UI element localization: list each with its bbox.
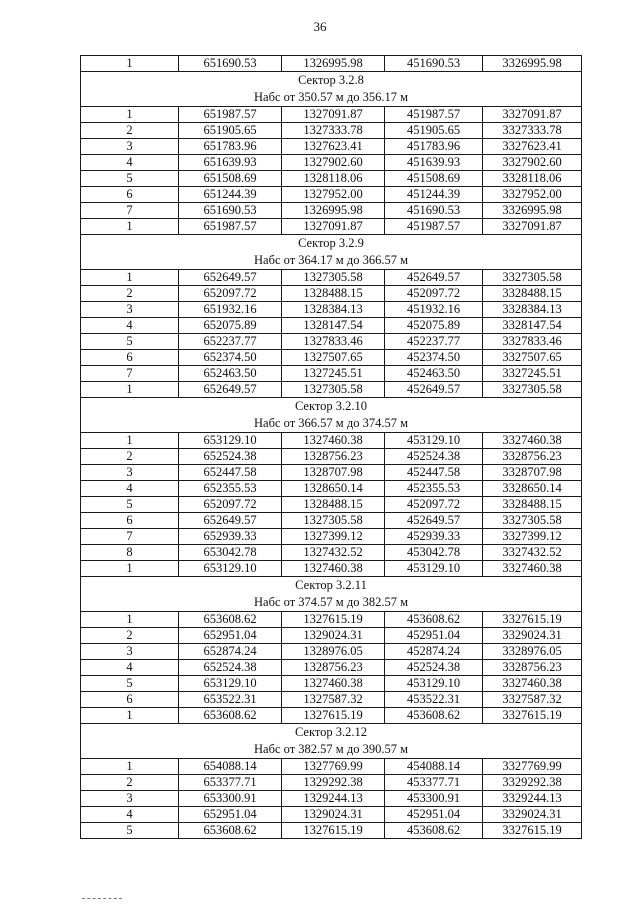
table-row [81, 628, 582, 644]
point-number-cell: 3 [81, 791, 179, 807]
point-number-cell: 4 [81, 807, 179, 823]
y-coordinate-cell: 1328650.14 [282, 481, 385, 497]
y-coordinate-cell: 1327615.19 [282, 612, 385, 628]
y-coordinate-cell: 1328488.15 [282, 286, 385, 302]
x-coordinate-cell: 651987.57 [179, 219, 282, 235]
point-number-cell: 2 [81, 123, 179, 139]
x-local-coordinate-cell: 452524.38 [385, 660, 483, 676]
x-local-coordinate-cell: 453129.10 [385, 561, 483, 577]
table-row [81, 270, 582, 286]
table-row [81, 791, 582, 807]
y-coordinate-cell: 1327245.51 [282, 366, 385, 382]
table-row [81, 692, 582, 708]
y-coordinate-cell: 1328384.13 [282, 302, 385, 318]
point-number-cell: 1 [81, 759, 179, 775]
x-local-coordinate-cell: 453608.62 [385, 823, 483, 839]
x-local-coordinate-cell: 451690.53 [385, 203, 483, 219]
y-local-coordinate-cell: 3327091.87 [483, 107, 582, 123]
sector-title-row [81, 72, 582, 90]
x-local-coordinate-cell: 452355.53 [385, 481, 483, 497]
x-local-coordinate-cell: 452649.57 [385, 513, 483, 529]
table-row [81, 139, 582, 155]
y-local-coordinate-cell: 3327305.58 [483, 382, 582, 398]
y-coordinate-cell: 1327615.19 [282, 708, 385, 724]
x-local-coordinate-cell: 452874.24 [385, 644, 483, 660]
sector-title: Сектор 3.2.11 [81, 577, 582, 595]
table-row [81, 219, 582, 235]
point-number-cell: 3 [81, 644, 179, 660]
y-coordinate-cell: 1328707.98 [282, 465, 385, 481]
point-number-cell: 7 [81, 203, 179, 219]
sector-title: Сектор 3.2.9 [81, 235, 582, 253]
y-coordinate-cell: 1327305.58 [282, 513, 385, 529]
x-local-coordinate-cell: 451987.57 [385, 107, 483, 123]
y-local-coordinate-cell: 3328488.15 [483, 497, 582, 513]
x-local-coordinate-cell: 452649.57 [385, 270, 483, 286]
x-coordinate-cell: 653377.71 [179, 775, 282, 791]
y-coordinate-cell: 1328756.23 [282, 449, 385, 465]
table-row [81, 350, 582, 366]
x-coordinate-cell: 652951.04 [179, 807, 282, 823]
point-number-cell: 2 [81, 628, 179, 644]
point-number-cell: 3 [81, 139, 179, 155]
y-coordinate-cell: 1328118.06 [282, 171, 385, 187]
x-local-coordinate-cell: 451987.57 [385, 219, 483, 235]
x-coordinate-cell: 652097.72 [179, 497, 282, 513]
x-local-coordinate-cell: 452237.77 [385, 334, 483, 350]
y-local-coordinate-cell: 3327333.78 [483, 123, 582, 139]
y-local-coordinate-cell: 3327245.51 [483, 366, 582, 382]
x-coordinate-cell: 653129.10 [179, 561, 282, 577]
y-coordinate-cell: 1327460.38 [282, 433, 385, 449]
point-number-cell: 1 [81, 708, 179, 724]
x-coordinate-cell: 653042.78 [179, 545, 282, 561]
x-coordinate-cell: 653129.10 [179, 433, 282, 449]
x-coordinate-cell: 651987.57 [179, 107, 282, 123]
y-local-coordinate-cell: 3327833.46 [483, 334, 582, 350]
y-local-coordinate-cell: 3327399.12 [483, 529, 582, 545]
table-row [81, 676, 582, 692]
x-local-coordinate-cell: 451932.16 [385, 302, 483, 318]
table-row [81, 171, 582, 187]
x-coordinate-cell: 652097.72 [179, 286, 282, 302]
y-local-coordinate-cell: 3327460.38 [483, 433, 582, 449]
point-number-cell: 3 [81, 302, 179, 318]
x-coordinate-cell: 652447.58 [179, 465, 282, 481]
x-local-coordinate-cell: 452951.04 [385, 628, 483, 644]
point-number-cell: 5 [81, 823, 179, 839]
y-coordinate-cell: 1327769.99 [282, 759, 385, 775]
point-number-cell: 6 [81, 350, 179, 366]
y-local-coordinate-cell: 3327460.38 [483, 676, 582, 692]
x-local-coordinate-cell: 453300.91 [385, 791, 483, 807]
point-number-cell: 4 [81, 660, 179, 676]
y-local-coordinate-cell: 3328756.23 [483, 449, 582, 465]
x-local-coordinate-cell: 452951.04 [385, 807, 483, 823]
sector-height-range: Набс от 382.57 м до 390.57 м [81, 741, 582, 759]
table-row [81, 807, 582, 823]
y-coordinate-cell: 1327587.32 [282, 692, 385, 708]
x-coordinate-cell: 652649.57 [179, 270, 282, 286]
x-coordinate-cell: 651932.16 [179, 302, 282, 318]
point-number-cell: 7 [81, 366, 179, 382]
x-local-coordinate-cell: 453129.10 [385, 676, 483, 692]
table-row [81, 775, 582, 791]
point-number-cell: 4 [81, 155, 179, 171]
y-coordinate-cell: 1329292.38 [282, 775, 385, 791]
sector-range-row [81, 741, 582, 759]
sector-title-row [81, 235, 582, 253]
y-coordinate-cell: 1327615.19 [282, 823, 385, 839]
x-local-coordinate-cell: 452097.72 [385, 497, 483, 513]
y-local-coordinate-cell: 3329292.38 [483, 775, 582, 791]
point-number-cell: 4 [81, 318, 179, 334]
y-coordinate-cell: 1326995.98 [282, 56, 385, 72]
x-coordinate-cell: 653300.91 [179, 791, 282, 807]
y-coordinate-cell: 1327460.38 [282, 561, 385, 577]
x-local-coordinate-cell: 451508.69 [385, 171, 483, 187]
x-local-coordinate-cell: 453608.62 [385, 708, 483, 724]
y-local-coordinate-cell: 3329244.13 [483, 791, 582, 807]
x-local-coordinate-cell: 452374.50 [385, 350, 483, 366]
x-local-coordinate-cell: 452075.89 [385, 318, 483, 334]
table-row [81, 561, 582, 577]
x-coordinate-cell: 652951.04 [179, 628, 282, 644]
table-row [81, 155, 582, 171]
y-local-coordinate-cell: 3328756.23 [483, 660, 582, 676]
x-coordinate-cell: 651508.69 [179, 171, 282, 187]
table-row [81, 56, 582, 72]
y-coordinate-cell: 1327460.38 [282, 676, 385, 692]
y-coordinate-cell: 1328488.15 [282, 497, 385, 513]
y-coordinate-cell: 1327623.41 [282, 139, 385, 155]
point-number-cell: 1 [81, 107, 179, 123]
x-coordinate-cell: 653608.62 [179, 708, 282, 724]
table-row [81, 107, 582, 123]
point-number-cell: 6 [81, 187, 179, 203]
x-local-coordinate-cell: 453042.78 [385, 545, 483, 561]
x-local-coordinate-cell: 454088.14 [385, 759, 483, 775]
x-coordinate-cell: 651783.96 [179, 139, 282, 155]
y-coordinate-cell: 1329024.31 [282, 628, 385, 644]
table-row [81, 708, 582, 724]
y-local-coordinate-cell: 3327615.19 [483, 612, 582, 628]
point-number-cell: 1 [81, 612, 179, 628]
table-row [81, 187, 582, 203]
y-local-coordinate-cell: 3327587.32 [483, 692, 582, 708]
x-coordinate-cell: 652874.24 [179, 644, 282, 660]
y-local-coordinate-cell: 3327305.58 [483, 513, 582, 529]
y-coordinate-cell: 1327952.00 [282, 187, 385, 203]
table-row [81, 334, 582, 350]
y-local-coordinate-cell: 3327769.99 [483, 759, 582, 775]
table-row [81, 612, 582, 628]
x-local-coordinate-cell: 452447.58 [385, 465, 483, 481]
x-local-coordinate-cell: 451905.65 [385, 123, 483, 139]
x-coordinate-cell: 652649.57 [179, 513, 282, 529]
y-coordinate-cell: 1328147.54 [282, 318, 385, 334]
point-number-cell: 5 [81, 171, 179, 187]
point-number-cell: 5 [81, 676, 179, 692]
table-row [81, 465, 582, 481]
coordinates-table-body [81, 56, 582, 839]
sector-title: Сектор 3.2.10 [81, 398, 582, 416]
point-number-cell: 1 [81, 56, 179, 72]
table-row [81, 302, 582, 318]
table-row [81, 318, 582, 334]
x-local-coordinate-cell: 453129.10 [385, 433, 483, 449]
x-coordinate-cell: 653522.31 [179, 692, 282, 708]
point-number-cell: 4 [81, 481, 179, 497]
table-row [81, 529, 582, 545]
x-local-coordinate-cell: 453608.62 [385, 612, 483, 628]
point-number-cell: 5 [81, 497, 179, 513]
x-coordinate-cell: 651639.93 [179, 155, 282, 171]
sector-height-range: Набс от 374.57 м до 382.57 м [81, 594, 582, 612]
sector-range-row [81, 415, 582, 433]
sector-range-row [81, 89, 582, 107]
page-number: 36 [313, 19, 327, 34]
y-local-coordinate-cell: 3328488.15 [483, 286, 582, 302]
x-local-coordinate-cell: 451783.96 [385, 139, 483, 155]
y-local-coordinate-cell: 3326995.98 [483, 203, 582, 219]
sector-title-row [81, 398, 582, 416]
x-coordinate-cell: 652374.50 [179, 350, 282, 366]
table-row [81, 286, 582, 302]
x-coordinate-cell: 651690.53 [179, 203, 282, 219]
y-local-coordinate-cell: 3328976.05 [483, 644, 582, 660]
y-coordinate-cell: 1327399.12 [282, 529, 385, 545]
x-coordinate-cell: 652463.50 [179, 366, 282, 382]
y-coordinate-cell: 1327902.60 [282, 155, 385, 171]
y-local-coordinate-cell: 3328147.54 [483, 318, 582, 334]
table-row [81, 433, 582, 449]
sector-height-range: Набс от 366.57 м до 374.57 м [81, 415, 582, 433]
y-coordinate-cell: 1328976.05 [282, 644, 385, 660]
y-local-coordinate-cell: 3328384.13 [483, 302, 582, 318]
x-coordinate-cell: 652649.57 [179, 382, 282, 398]
x-coordinate-cell: 654088.14 [179, 759, 282, 775]
y-local-coordinate-cell: 3327615.19 [483, 823, 582, 839]
page-footer-rule [82, 898, 122, 899]
table-row [81, 123, 582, 139]
x-local-coordinate-cell: 453377.71 [385, 775, 483, 791]
table-row [81, 644, 582, 660]
sector-range-row [81, 594, 582, 612]
y-coordinate-cell: 1327091.87 [282, 107, 385, 123]
y-local-coordinate-cell: 3327507.65 [483, 350, 582, 366]
point-number-cell: 6 [81, 692, 179, 708]
y-coordinate-cell: 1327305.58 [282, 382, 385, 398]
point-number-cell: 2 [81, 286, 179, 302]
x-coordinate-cell: 651690.53 [179, 56, 282, 72]
x-coordinate-cell: 653608.62 [179, 612, 282, 628]
y-local-coordinate-cell: 3327615.19 [483, 708, 582, 724]
x-coordinate-cell: 652524.38 [179, 449, 282, 465]
y-local-coordinate-cell: 3327952.00 [483, 187, 582, 203]
x-coordinate-cell: 652939.33 [179, 529, 282, 545]
x-coordinate-cell: 652355.53 [179, 481, 282, 497]
point-number-cell: 1 [81, 433, 179, 449]
point-number-cell: 1 [81, 270, 179, 286]
y-coordinate-cell: 1329244.13 [282, 791, 385, 807]
table-row [81, 660, 582, 676]
x-coordinate-cell: 652237.77 [179, 334, 282, 350]
y-local-coordinate-cell: 3326995.98 [483, 56, 582, 72]
table-row [81, 481, 582, 497]
x-local-coordinate-cell: 452939.33 [385, 529, 483, 545]
y-coordinate-cell: 1327432.52 [282, 545, 385, 561]
y-local-coordinate-cell: 3328650.14 [483, 481, 582, 497]
point-number-cell: 1 [81, 561, 179, 577]
y-coordinate-cell: 1329024.31 [282, 807, 385, 823]
sector-title-row [81, 577, 582, 595]
table-row [81, 203, 582, 219]
y-local-coordinate-cell: 3327432.52 [483, 545, 582, 561]
coordinates-table [80, 55, 582, 839]
x-local-coordinate-cell: 452463.50 [385, 366, 483, 382]
y-local-coordinate-cell: 3329024.31 [483, 807, 582, 823]
y-coordinate-cell: 1327091.87 [282, 219, 385, 235]
point-number-cell: 6 [81, 513, 179, 529]
y-coordinate-cell: 1327833.46 [282, 334, 385, 350]
x-coordinate-cell: 653608.62 [179, 823, 282, 839]
point-number-cell: 2 [81, 775, 179, 791]
point-number-cell: 3 [81, 465, 179, 481]
y-local-coordinate-cell: 3327460.38 [483, 561, 582, 577]
sector-range-row [81, 252, 582, 270]
x-coordinate-cell: 652524.38 [179, 660, 282, 676]
y-coordinate-cell: 1327507.65 [282, 350, 385, 366]
x-local-coordinate-cell: 453522.31 [385, 692, 483, 708]
sector-height-range: Набс от 364.17 м до 366.57 м [81, 252, 582, 270]
table-row [81, 497, 582, 513]
point-number-cell: 5 [81, 334, 179, 350]
point-number-cell: 1 [81, 219, 179, 235]
y-local-coordinate-cell: 3328707.98 [483, 465, 582, 481]
y-coordinate-cell: 1328756.23 [282, 660, 385, 676]
x-coordinate-cell: 653129.10 [179, 676, 282, 692]
table-row [81, 545, 582, 561]
x-local-coordinate-cell: 452524.38 [385, 449, 483, 465]
sector-title: Сектор 3.2.12 [81, 724, 582, 742]
x-local-coordinate-cell: 452097.72 [385, 286, 483, 302]
point-number-cell: 2 [81, 449, 179, 465]
table-row [81, 382, 582, 398]
y-local-coordinate-cell: 3327305.58 [483, 270, 582, 286]
y-coordinate-cell: 1327305.58 [282, 270, 385, 286]
y-local-coordinate-cell: 3329024.31 [483, 628, 582, 644]
sector-height-range: Набс от 350.57 м до 356.17 м [81, 89, 582, 107]
x-coordinate-cell: 651905.65 [179, 123, 282, 139]
point-number-cell: 8 [81, 545, 179, 561]
table-row [81, 513, 582, 529]
table-row [81, 759, 582, 775]
sector-title-row [81, 724, 582, 742]
y-coordinate-cell: 1326995.98 [282, 203, 385, 219]
point-number-cell: 1 [81, 382, 179, 398]
sector-title: Сектор 3.2.8 [81, 72, 582, 90]
x-local-coordinate-cell: 451639.93 [385, 155, 483, 171]
y-local-coordinate-cell: 3327902.60 [483, 155, 582, 171]
x-local-coordinate-cell: 451244.39 [385, 187, 483, 203]
y-local-coordinate-cell: 3327091.87 [483, 219, 582, 235]
table-row [81, 823, 582, 839]
x-coordinate-cell: 651244.39 [179, 187, 282, 203]
point-number-cell: 7 [81, 529, 179, 545]
y-local-coordinate-cell: 3328118.06 [483, 171, 582, 187]
y-coordinate-cell: 1327333.78 [282, 123, 385, 139]
y-local-coordinate-cell: 3327623.41 [483, 139, 582, 155]
x-local-coordinate-cell: 452649.57 [385, 382, 483, 398]
table-row [81, 366, 582, 382]
table-row [81, 449, 582, 465]
x-local-coordinate-cell: 451690.53 [385, 56, 483, 72]
x-coordinate-cell: 652075.89 [179, 318, 282, 334]
